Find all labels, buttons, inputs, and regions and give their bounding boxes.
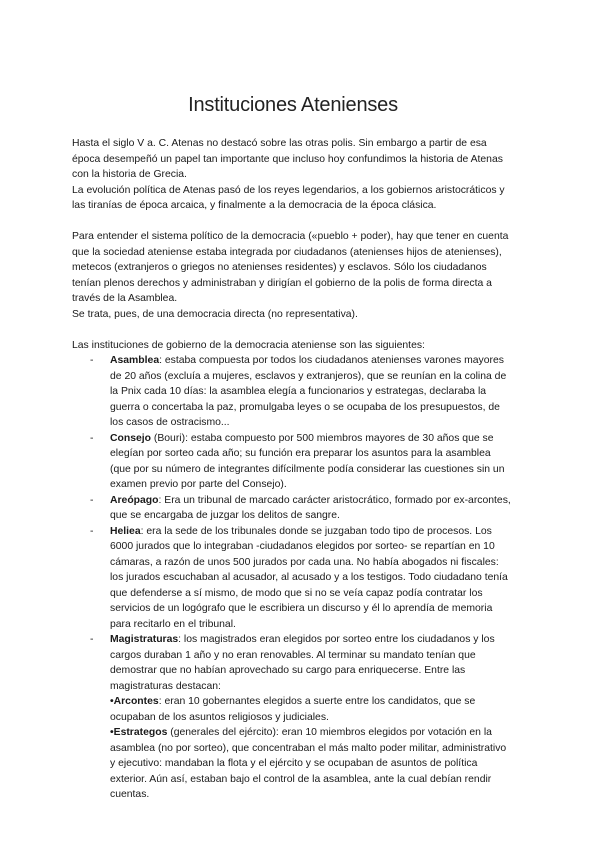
term-areopago: Areópago [110,494,159,506]
bullet-dash: - [90,432,94,444]
desc-magistraturas: : los magistrados eran elegidos por sorteo entre los ciudadanos y los cargos duraban 1 año y no eran renovables. Al terminar su mandato tenían que demostrar que no habían aprovechado su cargo para enriquecerse. Entre las magistraturas destacan: [110,634,495,692]
list-item [72,632,514,803]
term-arcontes: •Arcontes [110,696,159,707]
list-item [72,353,514,431]
system-section [72,229,514,322]
system-paragraph-1: Para entender el sistema político de la democracia («pueblo + poder), hay que tener en cuenta que la sociedad ateniense estaba integrada por ciudadanos (atenienses hijos de atenienses), metecos (extranjeros o griegos no atenienses residentes) y esclavos. Sólo los ciudadanos tenían plenos derechos y administraban y dirigían el gobierno de la polis de forma directa a través de la Asamblea. [72,231,509,304]
desc-estrategos: (generales del ejército): eran 10 miembros elegidos por votación en la asamblea (no por sorteo), que concentraban el más malto poder militar, administrativo y ejecutivo: mandaban la flota y el ejército y se ocupaban de asuntos de política exterior. Aún así, estaban bajo el control de la asamblea, ante la cual debían rendir cuentas. [110,727,507,800]
desc-heliea: : era la sede de los tribunales donde se juzgaban todo tipo de procesos. Los 6000 jurados que lo integraban -ciudadanos elegidos por sorteo- se repartían en 10 cámaras, a razón de unos 500 jurados por cada una. No había abogados ni fiscales: los jurados escuchaban al acusador, al acusado y a los testigos. Todo ciudadano tenía que defenderse a sí mismo, de modo que si no se veía capaz podía contratar los servicios de un logógrafo que le escribiera un discurso y él lo aprendía de memoria para recitarlo en el tribunal. [110,525,508,630]
desc-arcontes: : eran 10 gobernantes elegidos a suerte entre los candidatos, que se ocupaban de los asuntos religiosos y judiciales. [110,696,476,723]
sub-item-estrategos [110,725,514,803]
list-item [72,431,514,493]
list-item [72,524,514,633]
term-estrategos: •Estrategos [110,727,168,738]
institutions-list [72,353,514,803]
desc-asamblea: : estaba compuesta por todos los ciudadanos atenienses varones mayores de 20 años (excluía a mujeres, esclavos y extranjeros), que se reunían en la colina de la Pnix cada 10 días: la asamblea elegía a funcionarios y estrategas, declaraba la guerra o concertaba la paz, promulgaba leyes o se ocupaba de los presupuestos, de los casos de ostracismo... [110,355,507,428]
term-magistraturas: Magistraturas [110,634,179,645]
bullet-dash: - [90,355,94,366]
intro-paragraph-1: Hasta el siglo V a. C. Atenas no destacó sobre las otras polis. Sin embargo a partir de esa época desempeñó un papel tan importante que incluso hoy confundimos la historia de Atenas con la historia de Grecia. [72,138,503,180]
desc-consejo: (Bouri): estaba compuesto por 500 miembros mayores de 30 años que se elegían por sorteo cada año; su función era preparar los asuntos para la asamblea (que por su número de integrantes difícilmente podía considerar las cuestiones sin un examen previo por parte del Consejo). [110,432,505,490]
term-asamblea: Asamblea [110,355,160,366]
bullet-dash: - [90,494,94,506]
desc-areopago: : Era un tribunal de marcado carácter aristocrático, formado por ex-arcontes, que se encargaba de juzgar los delitos de sangre. [110,494,511,521]
bullet-dash: - [90,634,94,645]
list-intro: Las instituciones de gobierno de la democracia ateniense son las siguientes: [72,339,425,351]
sub-item-arcontes [110,694,514,725]
term-consejo: Consejo [110,432,151,444]
system-paragraph-2: Se trata, pues, de una democracia directa (no representativa). [72,308,358,320]
intro-paragraph-2: La evolución política de Atenas pasó de los reyes legendarios, a los gobiernos aristocráticos y las tiranías de época arcaica, y finalmente a la democracia de la época clásica. [72,184,505,211]
document-title: Instituciones Atenienses [188,94,398,116]
bullet-dash: - [90,525,94,537]
list-item [72,493,514,524]
intro-section [72,136,514,214]
term-heliea: Heliea [110,525,141,537]
